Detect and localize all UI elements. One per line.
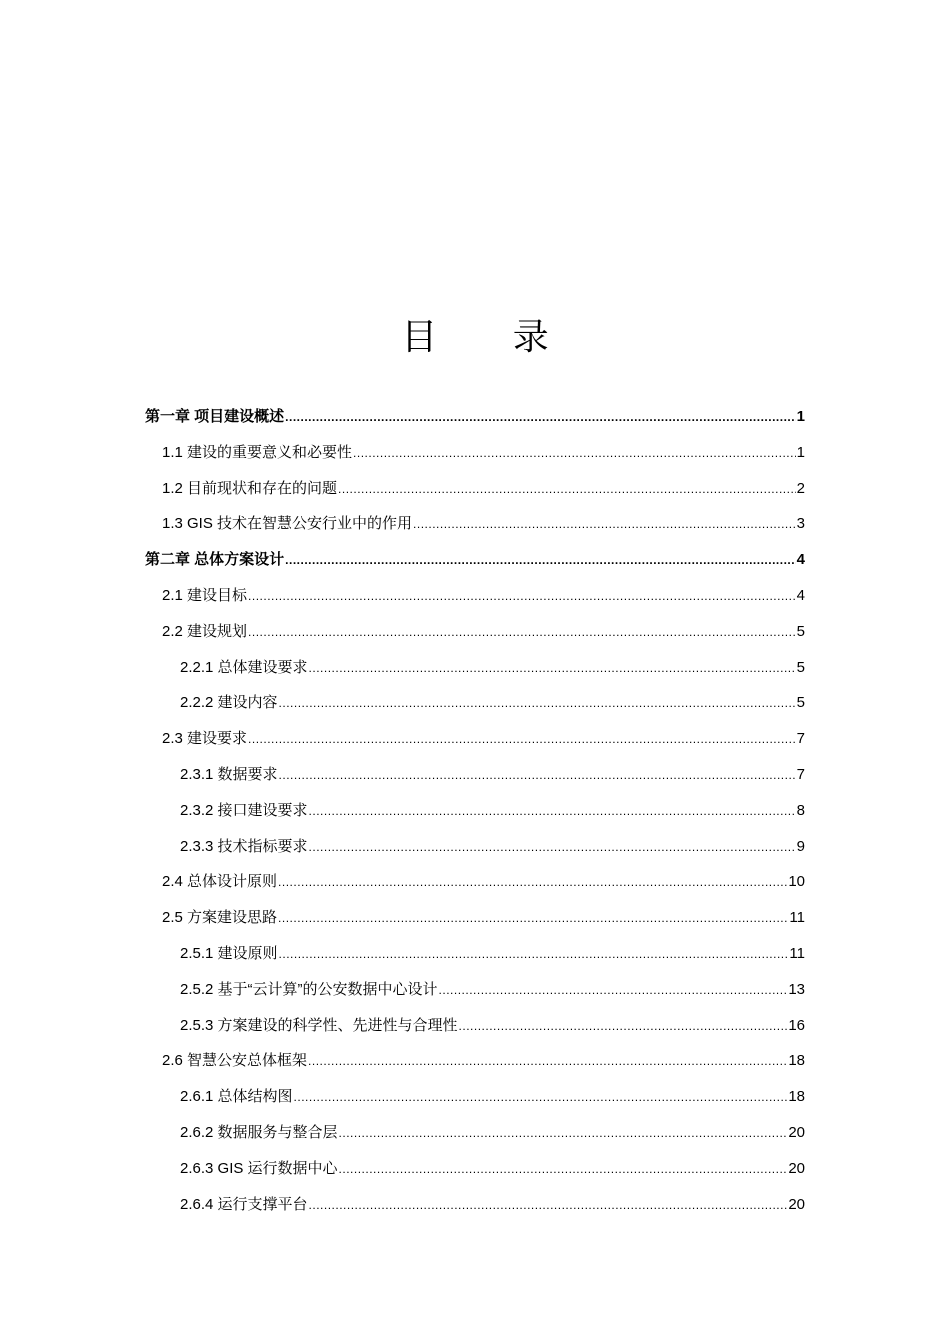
toc-entry-label: 2.2 建设规划: [162, 622, 248, 640]
toc-entry-label: 2.5.3 方案建设的科学性、先进性与合理性: [180, 1016, 458, 1034]
toc-section-entry[interactable]: [0, 685, 950, 721]
toc-dot-leader: [279, 757, 796, 793]
toc-page-number: 18: [788, 1052, 805, 1070]
toc-page-number: 13: [788, 980, 805, 998]
toc-section-entry[interactable]: [0, 650, 950, 686]
toc-page-number: 4: [796, 551, 805, 569]
toc-entry-label: 2.5.2 基于“云计算”的公安数据中心设计: [180, 980, 438, 998]
toc-chapter-entry[interactable]: [0, 542, 950, 578]
toc-section-entry[interactable]: [0, 435, 950, 471]
toc-list: [0, 399, 950, 1222]
toc-section-entry[interactable]: [0, 1079, 950, 1115]
toc-dot-leader: [413, 506, 796, 542]
toc-section-entry[interactable]: [0, 1151, 950, 1187]
toc-entry-label: 2.2.1 总体建设要求: [180, 658, 308, 676]
toc-dot-leader: [248, 721, 796, 757]
toc-entry-label: 2.5 方案建设思路: [162, 909, 278, 927]
toc-section-entry[interactable]: [0, 793, 950, 829]
toc-entry-label: 2.4 总体设计原则: [162, 873, 278, 891]
toc-page-number: 10: [788, 873, 805, 891]
toc-section-entry[interactable]: [0, 506, 950, 542]
toc-entry-label: 2.5.1 建设原则: [180, 944, 278, 962]
toc-title: 目 录: [401, 317, 581, 358]
toc-section-entry[interactable]: [0, 471, 950, 507]
toc-page-number: 7: [796, 730, 805, 748]
toc-page-number: 3: [796, 515, 805, 533]
toc-section-entry[interactable]: [0, 721, 950, 757]
toc-entry-label: 2.2.2 建设内容: [180, 694, 278, 712]
toc-entry-label: 1.3 GIS 技术在智慧公安行业中的作用: [162, 515, 413, 533]
toc-page-number: 5: [796, 622, 805, 640]
toc-page-number: 20: [788, 1195, 805, 1213]
toc-dot-leader: [248, 614, 796, 650]
toc-section-entry[interactable]: [0, 972, 950, 1008]
toc-page-number: 2: [796, 479, 805, 497]
toc-entry-label: 2.6.1 总体结构图: [180, 1088, 293, 1106]
toc-entry-label: 第二章 总体方案设计: [145, 551, 285, 569]
toc-page-number: 5: [796, 694, 805, 712]
toc-entry-label: 2.3.2 接口建设要求: [180, 801, 308, 819]
toc-entry-label: 1.2 目前现状和存在的问题: [162, 479, 338, 497]
toc-entry-label: 2.6 智慧公安总体框架: [162, 1052, 308, 1070]
toc-entry-label: 2.3.1 数据要求: [180, 765, 278, 783]
toc-section-entry[interactable]: [0, 864, 950, 900]
toc-page-number: 5: [796, 658, 805, 676]
toc-dot-leader: [459, 1008, 788, 1044]
toc-dot-leader: [308, 1043, 787, 1079]
toc-section-entry[interactable]: [0, 1115, 950, 1151]
toc-page-number: 1: [796, 443, 805, 461]
toc-page-number: 16: [788, 1016, 805, 1034]
toc-dot-leader: [309, 1187, 788, 1223]
toc-page-number: 4: [796, 586, 805, 604]
toc-dot-leader: [339, 1115, 788, 1151]
toc-section-entry[interactable]: [0, 936, 950, 972]
toc-page-number: 20: [788, 1123, 805, 1141]
toc-section-entry[interactable]: [0, 829, 950, 865]
toc-page-number: 11: [789, 909, 805, 927]
toc-section-entry[interactable]: [0, 1187, 950, 1223]
toc-dot-leader: [309, 650, 796, 686]
toc-chapter-entry[interactable]: [0, 399, 950, 435]
toc-dot-leader: [285, 542, 795, 578]
toc-section-entry[interactable]: [0, 900, 950, 936]
toc-entry-label: 2.1 建设目标: [162, 586, 248, 604]
toc-section-entry[interactable]: [0, 1043, 950, 1079]
toc-page-number: 8: [796, 801, 805, 819]
toc-entry-label: 2.3.3 技术指标要求: [180, 837, 308, 855]
toc-entry-label: 1.1 建设的重要意义和必要性: [162, 443, 353, 461]
toc-section-entry[interactable]: [0, 578, 950, 614]
toc-entry-label: 2.6.2 数据服务与整合层: [180, 1123, 338, 1141]
toc-dot-leader: [278, 900, 788, 936]
toc-dot-leader: [248, 578, 796, 614]
toc-dot-leader: [294, 1079, 788, 1115]
toc-entry-label: 2.6.3 GIS 运行数据中心: [180, 1159, 338, 1177]
toc-entry-label: 第一章 项目建设概述: [145, 408, 285, 425]
toc-dot-leader: [309, 793, 796, 829]
toc-dot-leader: [339, 1151, 788, 1187]
toc-dot-leader: [338, 471, 796, 507]
toc-page-number: 11: [789, 944, 805, 962]
toc-dot-leader: [279, 685, 796, 721]
toc-dot-leader: [278, 864, 787, 900]
toc-dot-leader: [309, 829, 796, 865]
toc-page-number: 20: [788, 1159, 805, 1177]
toc-section-entry[interactable]: [0, 757, 950, 793]
toc-page-number: 7: [796, 765, 805, 783]
toc-page-number: 1: [796, 408, 805, 425]
toc-entry-label: 2.6.4 运行支撑平台: [180, 1195, 308, 1213]
toc-section-entry[interactable]: [0, 614, 950, 650]
toc-page-number: 18: [788, 1088, 805, 1106]
toc-entry-label: 2.3 建设要求: [162, 730, 248, 748]
toc-dot-leader: [285, 399, 795, 435]
toc-dot-leader: [279, 936, 789, 972]
toc-section-entry[interactable]: [0, 1008, 950, 1044]
toc-dot-leader: [353, 435, 796, 471]
toc-dot-leader: [439, 972, 788, 1008]
toc-page-number: 9: [796, 837, 805, 855]
